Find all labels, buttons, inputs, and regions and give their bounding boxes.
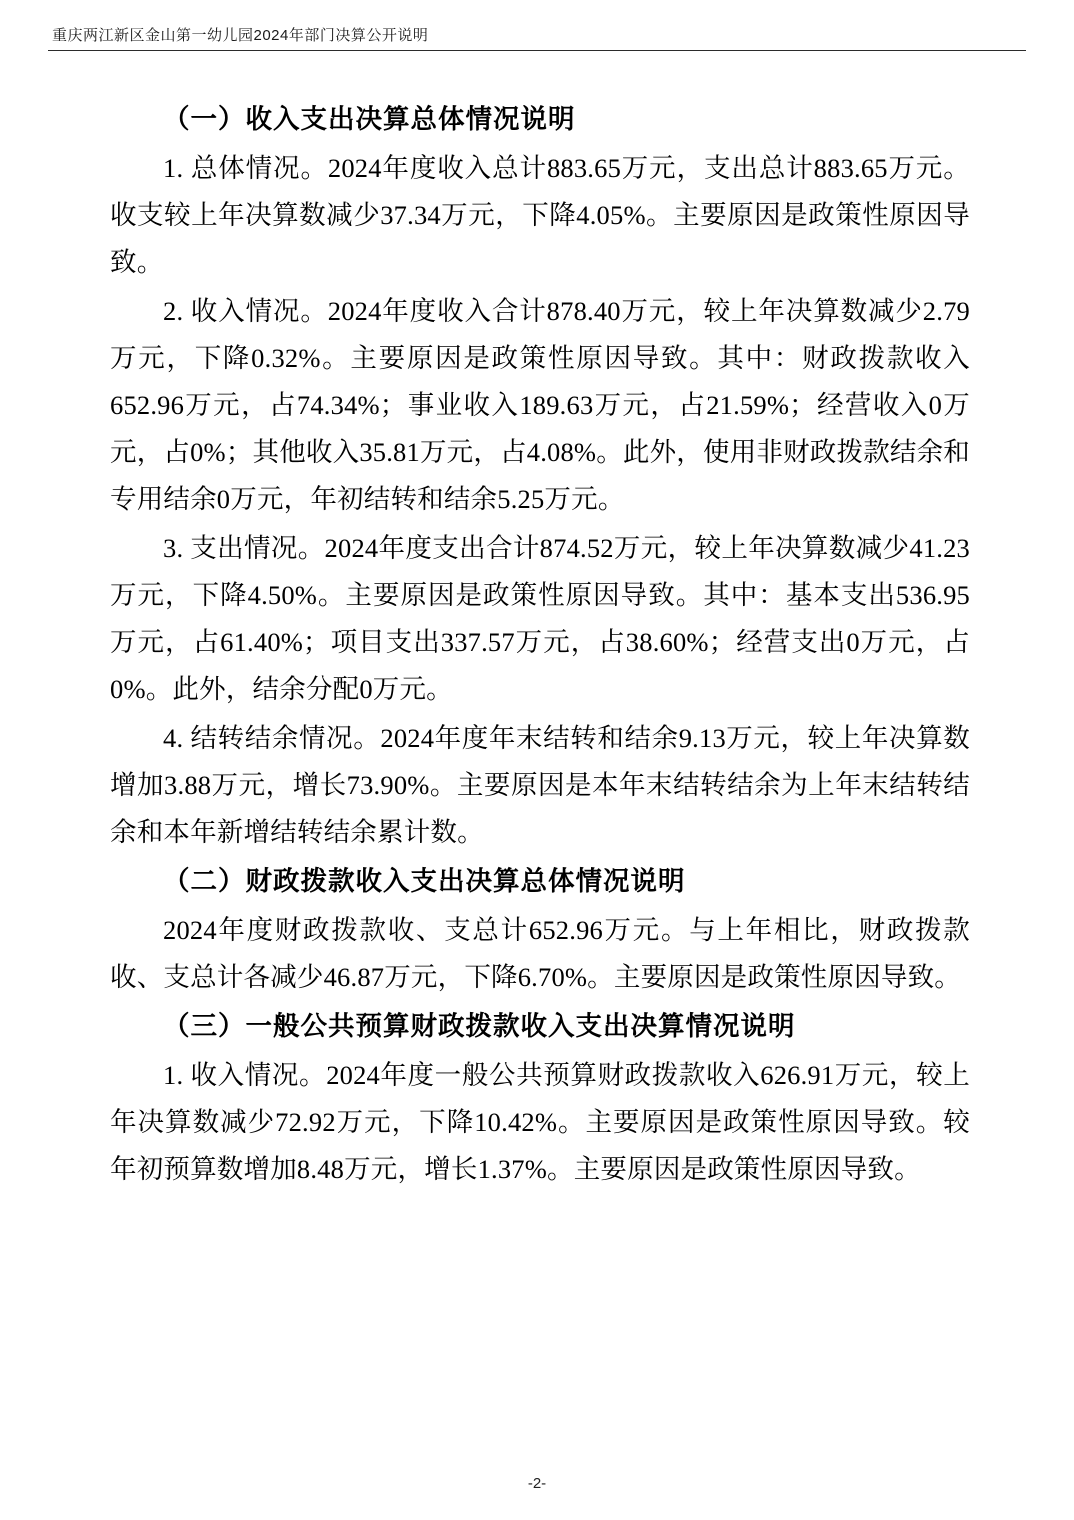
header-title: 重庆两江新区金山第一幼儿园2024年部门决算公开说明 [52,27,429,44]
page-number: -2- [527,1475,547,1492]
paragraph-carryover-situation: 4. 结转结余情况。2024年度年末结转和结余9.13万元，较上年决算数增加3.88万元，增长73.90%。主要原因是本年末结转结余为上年末结转结余和本年新增结转结余累计数。 [110,723,970,847]
page-header [48,24,1026,58]
header-divider [48,50,1026,51]
paragraph-income-situation: 2. 收入情况。2024年度收入合计878.40万元，较上年决算数减少2.79万元，下降0.32%。主要原因是政策性原因导致。其中：财政拨款收入652.96万元，占74.34%；事业收入189.63万元，占21.59%；经营收入0万元，占0%；其他收入35.81万元，占4.08%。此外，使用非财政拨款结余和专用结余0万元，年初结转和结余5.25万元。 [110,296,970,514]
paragraph-general-public-budget-income: 1. 收入情况。2024年度一般公共预算财政拨款收入626.91万元，较上年决算数减少72.92万元，下降10.42%。主要原因是政策性原因导致。较年初预算数增加8.48万元，增长1.37%。主要原因是政策性原因导致。 [110,1060,970,1184]
section-heading-three: （三）一般公共预算财政拨款收入支出决算情况说明 [163,1011,796,1041]
paragraph-expenditure-situation: 3. 支出情况。2024年度支出合计874.52万元，较上年决算数减少41.23万元，下降4.50%。主要原因是政策性原因导致。其中：基本支出536.95万元，占61.40%；项目支出337.57万元，占38.60%；经营支出0万元，占0%。此外，结余分配0万元。 [110,533,970,704]
page-footer [0,1475,1074,1492]
document-body [110,96,970,1195]
section-heading-two: （二）财政拨款收入支出决算总体情况说明 [163,866,686,896]
section-heading-one: （一）收入支出决算总体情况说明 [163,104,576,134]
paragraph-fiscal-appropriation: 2024年度财政拨款收、支总计652.96万元。与上年相比，财政拨款收、支总计各减少46.87万元，下降6.70%。主要原因是政策性原因导致。 [110,915,970,992]
paragraph-total-situation: 1. 总体情况。2024年度收入总计883.65万元，支出总计883.65万元。收支较上年决算数减少37.34万元，下降4.05%。主要原因是政策性原因导致。 [110,153,970,277]
